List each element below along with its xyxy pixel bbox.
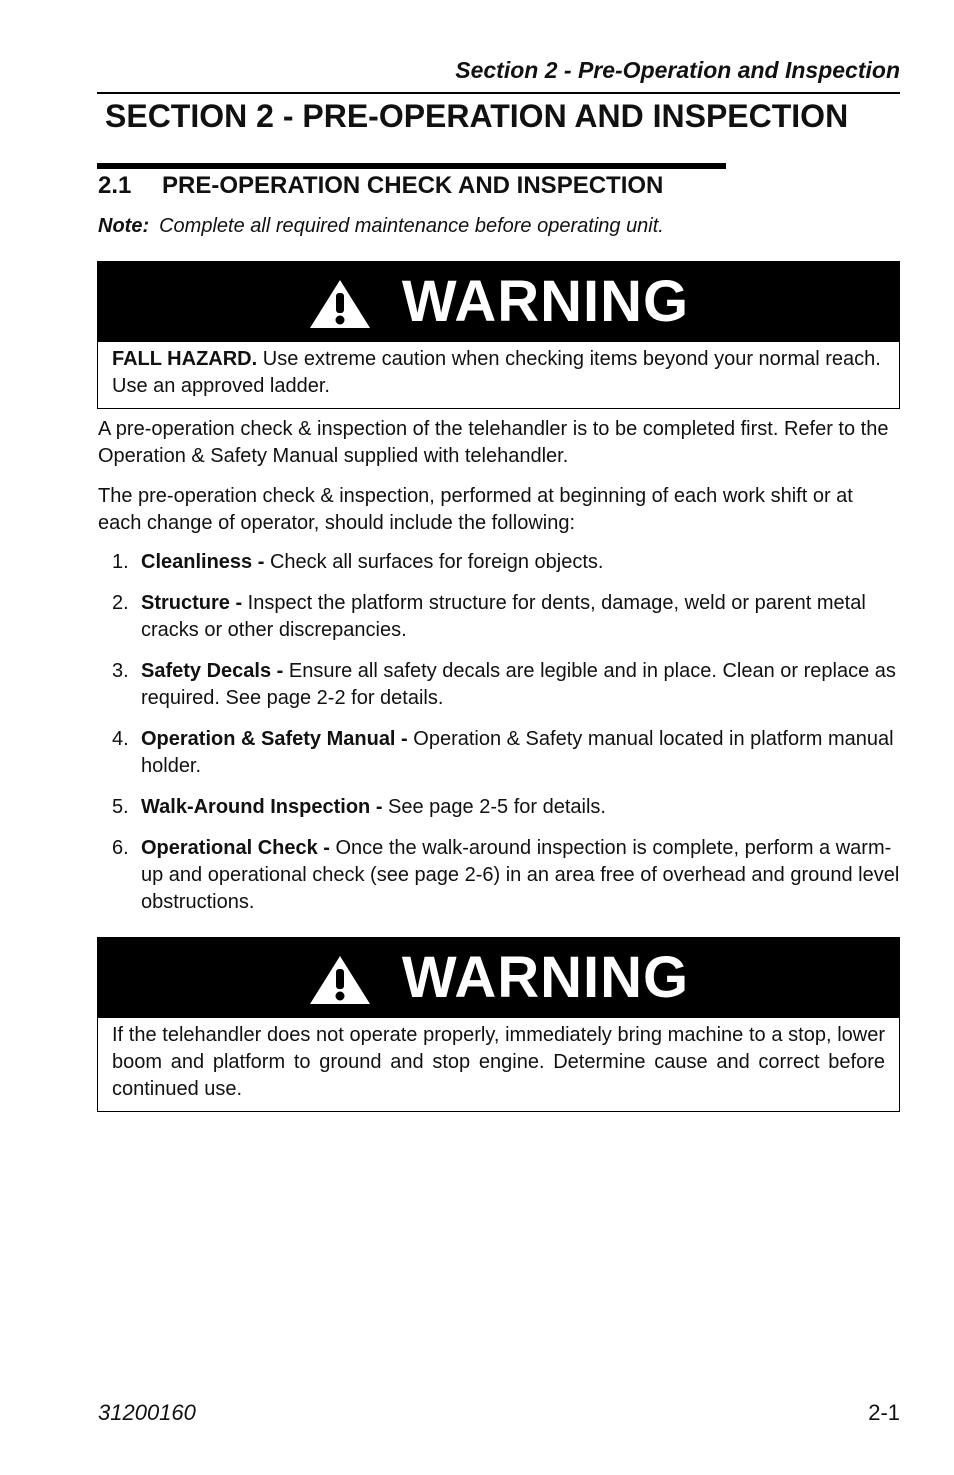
warning-body: If the telehandler does not operate properly, immediately bring machine to a stop, lower boom and platform to ground and stop engine. Determine cause and correct before continued use. — [112, 1024, 885, 1100]
list-item-text: See page 2-5 for details. — [382, 796, 606, 818]
warning-text: Use extreme caution when checking items beyond your normal reach. Use an approved ladder. — [112, 348, 881, 397]
warning-box-fall-hazard — [97, 261, 900, 409]
intro-paragraph: A pre-operation check & inspection of the telehandler is to be completed first. Refer to the Operation & Safety Manual supplied with telehandler. — [98, 418, 889, 467]
list-item-number: 2. — [112, 592, 129, 614]
list-item-label: Safety Decals - — [141, 660, 284, 682]
header-rule — [97, 92, 900, 94]
warning-triangle-icon — [308, 954, 372, 1006]
list-item-label: Walk-Around Inspection - — [141, 796, 383, 818]
list-item-text: Once the walk-around inspection is complete, perform a warm-up and operational check (see page 2-6) in an area free of overhead and ground level obstructions. — [141, 837, 900, 913]
list-item-label: Operation & Safety Manual - — [141, 728, 408, 750]
list-item-label: Cleanliness - — [141, 551, 265, 573]
note — [98, 215, 664, 238]
list-item-label: Operational Check - — [141, 837, 330, 859]
list-item — [98, 726, 901, 780]
subsection-rule — [97, 163, 726, 169]
list-item-text: Check all surfaces for foreign objects. — [264, 551, 604, 573]
document-number: 31200160 — [98, 1400, 196, 1425]
warning-banner — [98, 262, 899, 342]
list-item — [98, 794, 901, 821]
warning-body — [98, 342, 899, 408]
list-item — [98, 835, 901, 916]
section-title: SECTION 2 - PRE-OPERATION AND INSPECTION — [105, 98, 849, 134]
subsection-title: PRE-OPERATION CHECK AND INSPECTION — [162, 172, 664, 199]
list-item-number: 6. — [112, 837, 129, 859]
warning-word: WARNING — [401, 945, 690, 1010]
list-item-number: 3. — [112, 660, 129, 682]
running-header: Section 2 - Pre-Operation and Inspection — [455, 57, 900, 83]
list-item-number: 1. — [112, 551, 129, 573]
inspection-checklist — [98, 549, 901, 930]
list-item-number: 4. — [112, 728, 129, 750]
list-item-text: Ensure all safety decals are legible and in place. Clean or replace as required. See page 2-2 for details. — [141, 660, 896, 709]
list-item — [98, 658, 901, 712]
list-item-number: 5. — [112, 796, 129, 818]
subsection-heading — [98, 172, 663, 200]
note-text: Complete all required maintenance before operating unit. — [159, 215, 664, 237]
warning-triangle-icon — [308, 278, 372, 330]
warning-lead: FALL HAZARD. — [112, 348, 258, 370]
list-item — [98, 549, 901, 576]
warning-banner — [98, 938, 899, 1018]
list-item-text: Operation & Safety manual located in platform manual holder. — [141, 728, 894, 777]
subsection-number: 2.1 — [98, 172, 132, 199]
list-intro-paragraph: The pre-operation check & inspection, performed at beginning of each work shift or at each change of operator, should include the following: — [98, 485, 853, 534]
warning-box-malfunction — [97, 937, 900, 1112]
note-label: Note: — [98, 215, 150, 237]
list-item-label: Structure - — [141, 592, 243, 614]
list-item — [98, 590, 901, 644]
warning-word: WARNING — [401, 269, 690, 334]
list-item-text: Inspect the platform structure for dents, damage, weld or parent metal cracks or other discrepancies. — [141, 592, 866, 641]
page-number: 2-1 — [868, 1400, 900, 1425]
